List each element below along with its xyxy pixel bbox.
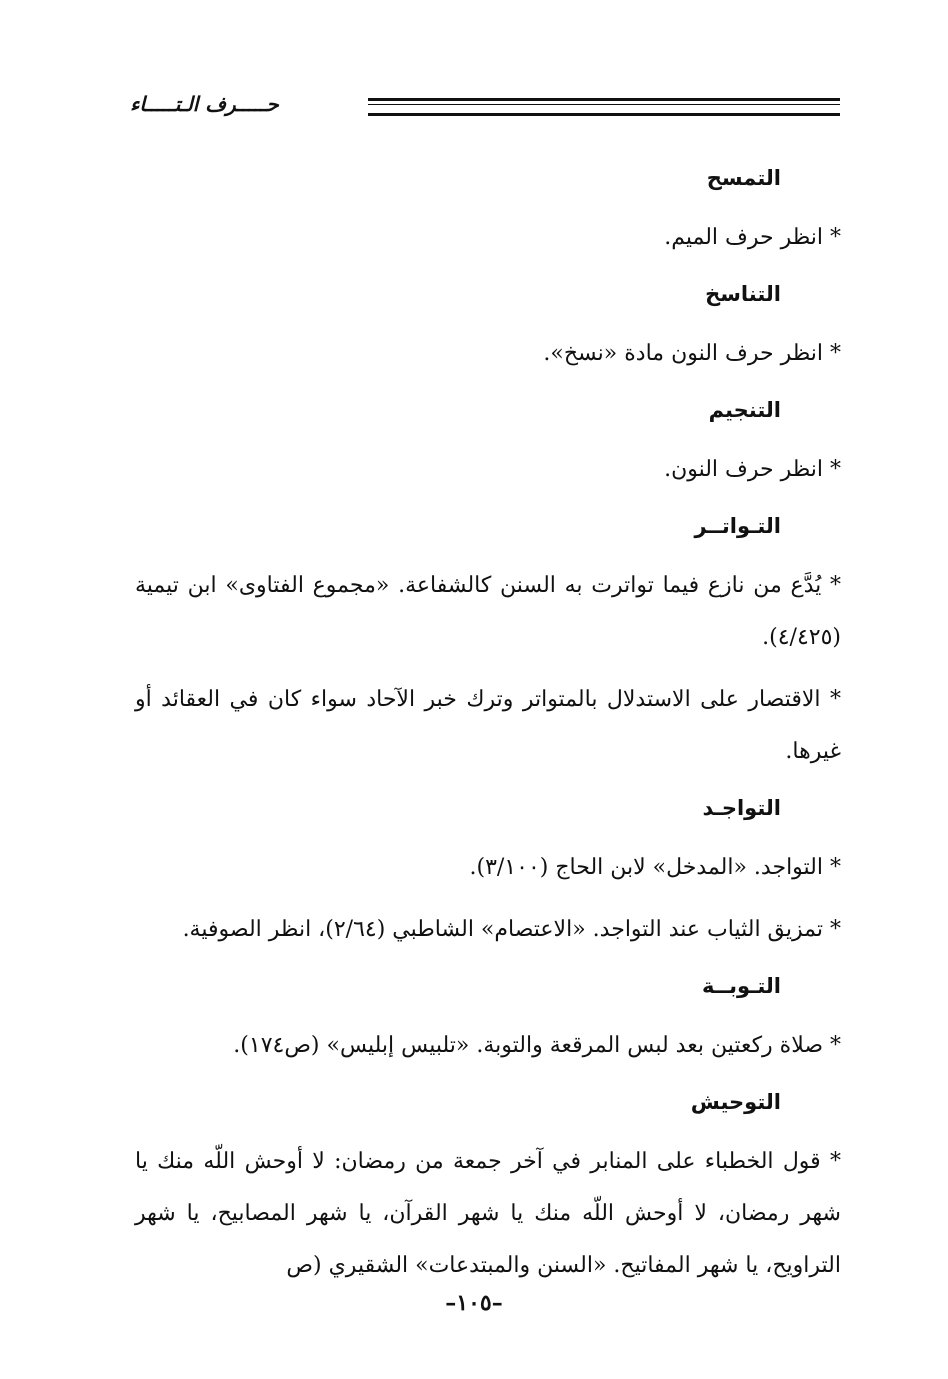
entry-paragraph: * يُدَّع من نازع فيما تواترت به السنن كالشفاعة. «مجموع الفتاوى» ابن تيمية (٤/٤٢٥). xyxy=(135,573,841,650)
entry-paragraph: * التواجد. «المدخل» لابن الحاج (٣/١٠٠). xyxy=(469,855,841,880)
entry xyxy=(135,1082,841,1292)
entry-heading: التناسخ xyxy=(705,282,781,306)
entry-paragraph: * تمزيق الثياب عند التواجد. «الاعتصام» الشاطبي (٢/٦٤)، انظر الصوفية. xyxy=(182,917,841,942)
entry-paragraph: * قول الخطباء على المنابر في آخر جمعة من رمضان: لا أوحش اللّه منك يا شهر رمضان، لا أوحش اللّه منك يا شهر القرآن، يا شهر المصابيح، يا شهر التراويح، يا شهر المفاتيح. «السنن والمبتدعات» الشقيري (ص xyxy=(135,1149,841,1278)
running-header xyxy=(120,92,840,122)
entry-paragraph: * انظر حرف الميم. xyxy=(664,225,841,250)
entry-heading: التمسح xyxy=(706,166,781,190)
entry-paragraph: * صلاة ركعتين بعد لبس المرقعة والتوبة. «تلبيس إبليس» (ص١٧٤). xyxy=(233,1033,841,1058)
entry xyxy=(135,158,841,264)
entry-heading: التنجيم xyxy=(708,398,781,422)
header-rule xyxy=(368,98,840,116)
entry-paragraph: * الاقتصار على الاستدلال بالمتواتر وترك خبر الآحاد سواء كان في العقائد أو غيرها. xyxy=(135,687,841,764)
entry xyxy=(135,506,841,778)
entry-paragraph: * انظر حرف النون مادة «نسخ». xyxy=(543,341,841,366)
chapter-title: حـــــرف الـتـــــاء xyxy=(130,92,279,116)
entry xyxy=(135,390,841,496)
entry xyxy=(135,274,841,380)
entry-heading: التوحيش xyxy=(690,1090,781,1114)
entry xyxy=(135,788,841,956)
entry xyxy=(135,966,841,1072)
entry-paragraph: * انظر حرف النون. xyxy=(664,457,841,482)
page-number: –١٠٥– xyxy=(445,1290,503,1316)
entry-heading: التـواتــر xyxy=(694,514,781,538)
entry-heading: التواجـد xyxy=(702,796,781,820)
page-content xyxy=(135,158,841,1302)
entry-heading: التـوبــة xyxy=(702,974,781,998)
